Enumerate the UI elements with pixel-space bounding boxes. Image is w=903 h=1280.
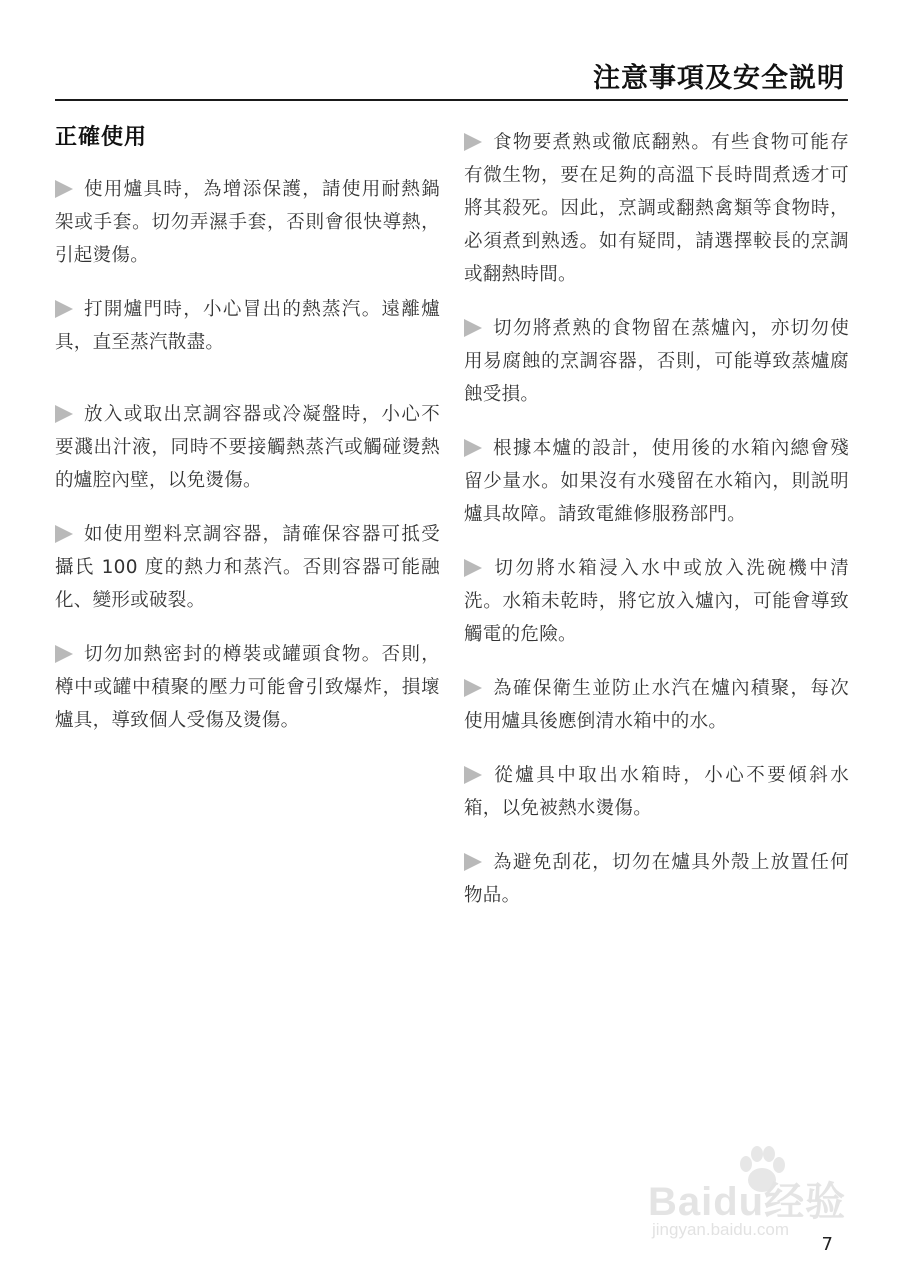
triangle-bullet-icon [464,439,482,457]
left-column [55,173,440,758]
list-item [55,173,440,272]
item-text: 根據本爐的設計，使用後的水箱內總會殘留少量水。如果沒有水殘留在水箱內，則説明爐具故障。請致電維修服務部門。 [464,438,849,525]
triangle-bullet-icon [55,525,73,543]
item-text: 食物要煮熟或徹底翻熟。有些食物可能存有微生物，要在足夠的高溫下長時間煮透才可將其殺死。因此，烹調或翻熱禽類等食物時，必須煮到熟透。如有疑問，請選擇較長的烹調或翻熱時間。 [464,132,849,285]
item-text: 切勿將煮熟的食物留在蒸爐內，亦切勿使用易腐蝕的烹調容器，否則，可能導致蒸爐腐蝕受損。 [464,318,849,405]
triangle-bullet-icon [464,766,482,784]
list-item [464,846,849,912]
item-text: 使用爐具時，為增添保護，請使用耐熱鍋架或手套。切勿弄濕手套，否則會很快導熱，引起燙傷。 [55,179,440,266]
item-text: 為避免刮花，切勿在爐具外殼上放置任何物品。 [464,852,849,906]
list-item [464,126,849,291]
list-item [464,759,849,825]
list-item [464,552,849,651]
triangle-bullet-icon [464,133,482,151]
triangle-bullet-icon [464,319,482,337]
header-divider [55,99,848,101]
item-text: 放入或取出烹調容器或冷凝盤時，小心不要濺出汁液，同時不要接觸熱蒸汽或觸碰燙熱的爐腔內壁，以免燙傷。 [55,404,440,491]
page-header-title: 注意事項及安全説明 [593,63,845,94]
section-title: 正確使用 [55,125,148,150]
watermark-url: jingyan.baidu.com [652,1220,790,1239]
triangle-bullet-icon [55,645,73,663]
item-text: 打開爐門時，小心冒出的熱蒸汽。遠離爐具，直至蒸汽散盡。 [55,299,440,353]
item-text: 為確保衛生並防止水汽在爐內積聚，每次使用爐具後應倒清水箱中的水。 [464,678,849,732]
triangle-bullet-icon [464,559,482,577]
list-item [55,293,440,359]
triangle-bullet-icon [55,300,73,318]
list-item [55,638,440,737]
item-text: 切勿加熱密封的樽裝或罐頭食物。否則，樽中或罐中積聚的壓力可能會引致爆炸，損壞爐具，導致個人受傷及燙傷。 [55,644,440,731]
item-text: 切勿將水箱浸入水中或放入洗碗機中清洗。水箱未乾時，將它放入爐內，可能會導致觸電的危險。 [464,558,849,645]
list-item [464,432,849,531]
list-item [464,312,849,411]
right-column [464,126,849,933]
watermark-brand: Baidu经验 [648,1180,847,1224]
item-text: 從爐具中取出水箱時，小心不要傾斜水箱，以免被熱水燙傷。 [464,765,849,819]
list-item [55,398,440,497]
triangle-bullet-icon [55,405,73,423]
triangle-bullet-icon [464,853,482,871]
item-text: 如使用塑料烹調容器，請確保容器可抵受攝氏 100 度的熱力和蒸汽。否則容器可能融化、變形或破裂。 [55,524,440,611]
page-number: 7 [821,1234,833,1255]
list-item [55,518,440,617]
triangle-bullet-icon [464,679,482,697]
list-item [464,672,849,738]
triangle-bullet-icon [55,180,73,198]
